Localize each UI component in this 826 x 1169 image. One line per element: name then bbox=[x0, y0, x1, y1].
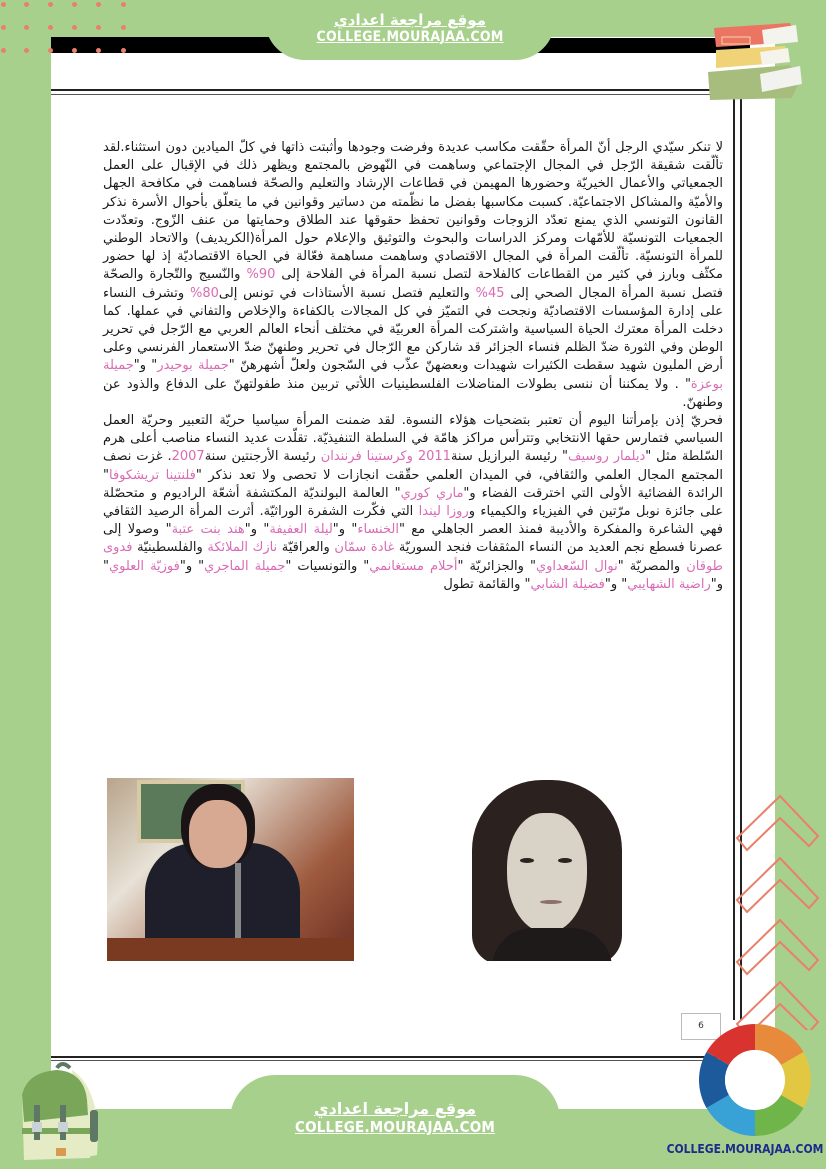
highlighted-name: ماري كوري bbox=[400, 485, 464, 501]
text-run: رئيسة الأرجنتين سنة bbox=[204, 449, 321, 465]
text-run: " والقائمة تطول bbox=[443, 576, 531, 592]
footer-banner[interactable] bbox=[230, 1075, 560, 1169]
text-run: " و" bbox=[179, 558, 205, 574]
highlighted-name: 80% bbox=[190, 285, 219, 301]
photo-young-woman-portrait bbox=[462, 778, 652, 961]
footer-site-url[interactable]: COLLEGE.MOURAJAA.COM bbox=[294, 1118, 496, 1136]
highlighted-name: 90% bbox=[246, 267, 276, 283]
highlighted-name: ديلمار روسيف bbox=[568, 449, 646, 465]
highlighted-name: فضيلة الشابي bbox=[530, 576, 605, 592]
frame-top-line-inner bbox=[51, 94, 741, 95]
photo-woman-speaking-at-microphone bbox=[107, 778, 354, 961]
left-margin-band bbox=[0, 37, 51, 1169]
text-run: " و" bbox=[133, 358, 158, 374]
highlighted-name: هند بنت عتبة bbox=[171, 522, 245, 538]
text-run: " والجزائريّة " bbox=[457, 558, 536, 574]
text-run: لا تنكر سيّدي الرجل أنّ المرأة حقّقت مكاسب عديدة وفرضت وجودها وأثبتت ذاتها في كلّ الميادين دون استثناء.لقد تألّقت شقيقة الرّجل في المجال الإجتماعي وساهمت في النّهوض بالمجتمع ويظهر ذلك في الإقبال على العمل الجمعياتي والأعمال الخيريّة وحضورها المهيمن في قطاعات الإرشاد والتعليم والصحّة فساهمت في مكافحة الجهل والأميّة والمشاكل الاجتماعيّة. كسبت مكاسبها بفضل ما نظّمته من دساتير وقوانين في ما يتعلّق بأحوال الأسرة نذكر القانون التونسي الذي يمنع تعدّد الزوجات وقوانين تحفظ حقوقها عند الطلاق وحمايتها من عنف الزّوج. وتعدّدت الجمعيات التونسيّة للأمّهات ومركز الدراسات والبحوث والتوثيق والإعلام حول المرأة(الكريديف) والاتحاد الوطني للمرأة التونسيّة. تألّقت المرأة في المجال الاقتصادي وساهمت مساهمة فعّالة في الحياة الاقتصاديّة إذ لها حضور مكثّف وبارز في كثير من القطاعات كالفلاحة لتصل نسبة المرأة في الفلاحة إلى bbox=[103, 140, 723, 283]
page-number: 6 bbox=[681, 1013, 721, 1040]
highlighted-name: غادة سمّان bbox=[334, 540, 395, 556]
frame-bottom-line-inner bbox=[51, 1060, 741, 1061]
text-run: " و" bbox=[332, 522, 358, 538]
highlighted-name: نازك الملائكة bbox=[207, 540, 278, 556]
highlighted-name: روزا ليندا bbox=[418, 504, 469, 520]
text-run: والعراقيّة bbox=[277, 540, 335, 556]
text-run: والتعليم فتصل نسبة الأستاذات في تونس إلى bbox=[218, 285, 476, 301]
logo-text[interactable]: COLLEGE.MOURAJAA.COM bbox=[666, 1142, 824, 1156]
text-run: " والتونسيات " bbox=[285, 558, 370, 574]
highlighted-name: الخنساء bbox=[357, 522, 399, 538]
header-banner[interactable] bbox=[265, 0, 555, 60]
college-mourajaa-logo[interactable] bbox=[697, 1022, 813, 1138]
backpack-icon bbox=[12, 1060, 112, 1169]
highlighted-name: جميلة بوحيدر bbox=[157, 358, 229, 374]
highlighted-name: فدوى طوقان bbox=[103, 540, 724, 574]
highlighted-name: ليلة العفيفة bbox=[269, 522, 333, 538]
highlighted-name: فوزيّة العلوي bbox=[108, 558, 180, 574]
text-run: " الرائدة الفضائية الأولى التي اخترقت الفضاء و" bbox=[103, 467, 723, 501]
highlighted-name: أحلام مستغانمي bbox=[369, 558, 458, 574]
text-run: " وصولا إلى عصرنا فسطع نجم العديد من النساء المثقفات فنجد السوريّة bbox=[103, 522, 723, 556]
text-run: " و" bbox=[604, 576, 628, 592]
highlighted-name: 2007 bbox=[171, 449, 205, 465]
highlighted-name: فلنتينا تريشكوفا bbox=[108, 467, 196, 483]
frame-top-line bbox=[51, 89, 741, 91]
article-body bbox=[103, 139, 723, 594]
stacked-books-icon bbox=[700, 10, 810, 104]
frame-bottom-line bbox=[51, 1056, 741, 1058]
chevron-up-decoration bbox=[735, 790, 825, 1034]
text-run: " . ولا يمكننا أن ننسى بطولات المناضلات الفلسطينيات اللأتي تربين منذ طفولتهنّ على الدفاع والذود عن وطنهنّ. bbox=[103, 376, 723, 410]
footer-site-name[interactable]: موقع مراجعة اعدادي bbox=[313, 1099, 477, 1118]
text-run: . غزت نصف المجتمع المجال العلمي والثقافي، في الميدان العلمي حقّقت انجازات لا تحصى ولا تعد نذكر " bbox=[103, 449, 723, 483]
header-site-url[interactable]: COLLEGE.MOURAJAA.COM bbox=[316, 29, 504, 45]
article-paragraph-1 bbox=[103, 139, 723, 412]
text-run: والنّسيج والتّجارة والصحّة فتصل نسبة المرأة المجال الصحي إلى bbox=[103, 267, 723, 301]
highlighted-name: 45% bbox=[475, 285, 505, 301]
highlighted-name: نوال السّعداوي bbox=[535, 558, 618, 574]
text-run: " و" bbox=[244, 522, 270, 538]
text-run: " رئيسة البرازيل سنة bbox=[450, 449, 568, 465]
highlighted-name: راضية الشهايبي bbox=[627, 576, 711, 592]
header-site-name[interactable]: موقع مراجعة اعدادي bbox=[334, 11, 486, 29]
highlighted-name: جميلة الماجري bbox=[204, 558, 286, 574]
text-run: التي فكّرت الشفرة الوراثيّة. أثرت المرأة الرصيد الثقافي فهي الشاعرة والمفكرة والأديبة فمنذ العصر الجاهلي مع " bbox=[103, 504, 723, 538]
article-paragraph-2 bbox=[103, 412, 723, 594]
text-run: فحريّ إذن بإمرأتنا اليوم أن تعتبر بتضحيات هؤلاء النسوة. لقد ضمنت المرأة سياسيا حريّة التعبير وحريّة العمل السياسي فتمارس حقها الانتخابي وتترأس مراكز هامّة في السلطة التنفيذيّة. تقلّدت عديد النساء مناصب أعلى هرم السّلطة مثل " bbox=[103, 413, 723, 465]
text-run: والمصريّة " bbox=[617, 558, 687, 574]
highlighted-name: وكرستينا فرنندان bbox=[320, 449, 413, 465]
highlighted-name: جميلة بوعزة bbox=[103, 358, 723, 392]
highlighted-name: 2011 bbox=[417, 449, 451, 465]
text-run: " و" bbox=[103, 558, 723, 592]
text-run: والفلسطينيّة bbox=[132, 540, 208, 556]
text-run: وتشرف النساء على إدارة المؤسسات الاقتصاديّة ونجحت في التميّز في كل المجالات بالكفاءة والإخلاص والتفاني في عملها. كما دخلت المرأة معترك الحياة السياسية واشتركت المرأة العربيّة في مختلف أنحاء العالم العربي مع الرّجل في تحرير الوطن وفي الثورة ضدّ الظلم فنساء الجزائر قد شاركن مع الرّجال في تحرير وطنهنّ ضدّ الاستعمار الفرنسي وعلى أرض المليون شهيد سقطت الكثيرات شهيدات وبعضهنّ عذّب في السّجون ولعلّ أشهرهنّ " bbox=[103, 285, 723, 374]
text-run: " العالمة البولنديّة المكتشفة أشعّة الراديوم و متحصّلة على جائزة نوبل مرّتين في الفيزياء والكيمياء و bbox=[103, 485, 724, 520]
